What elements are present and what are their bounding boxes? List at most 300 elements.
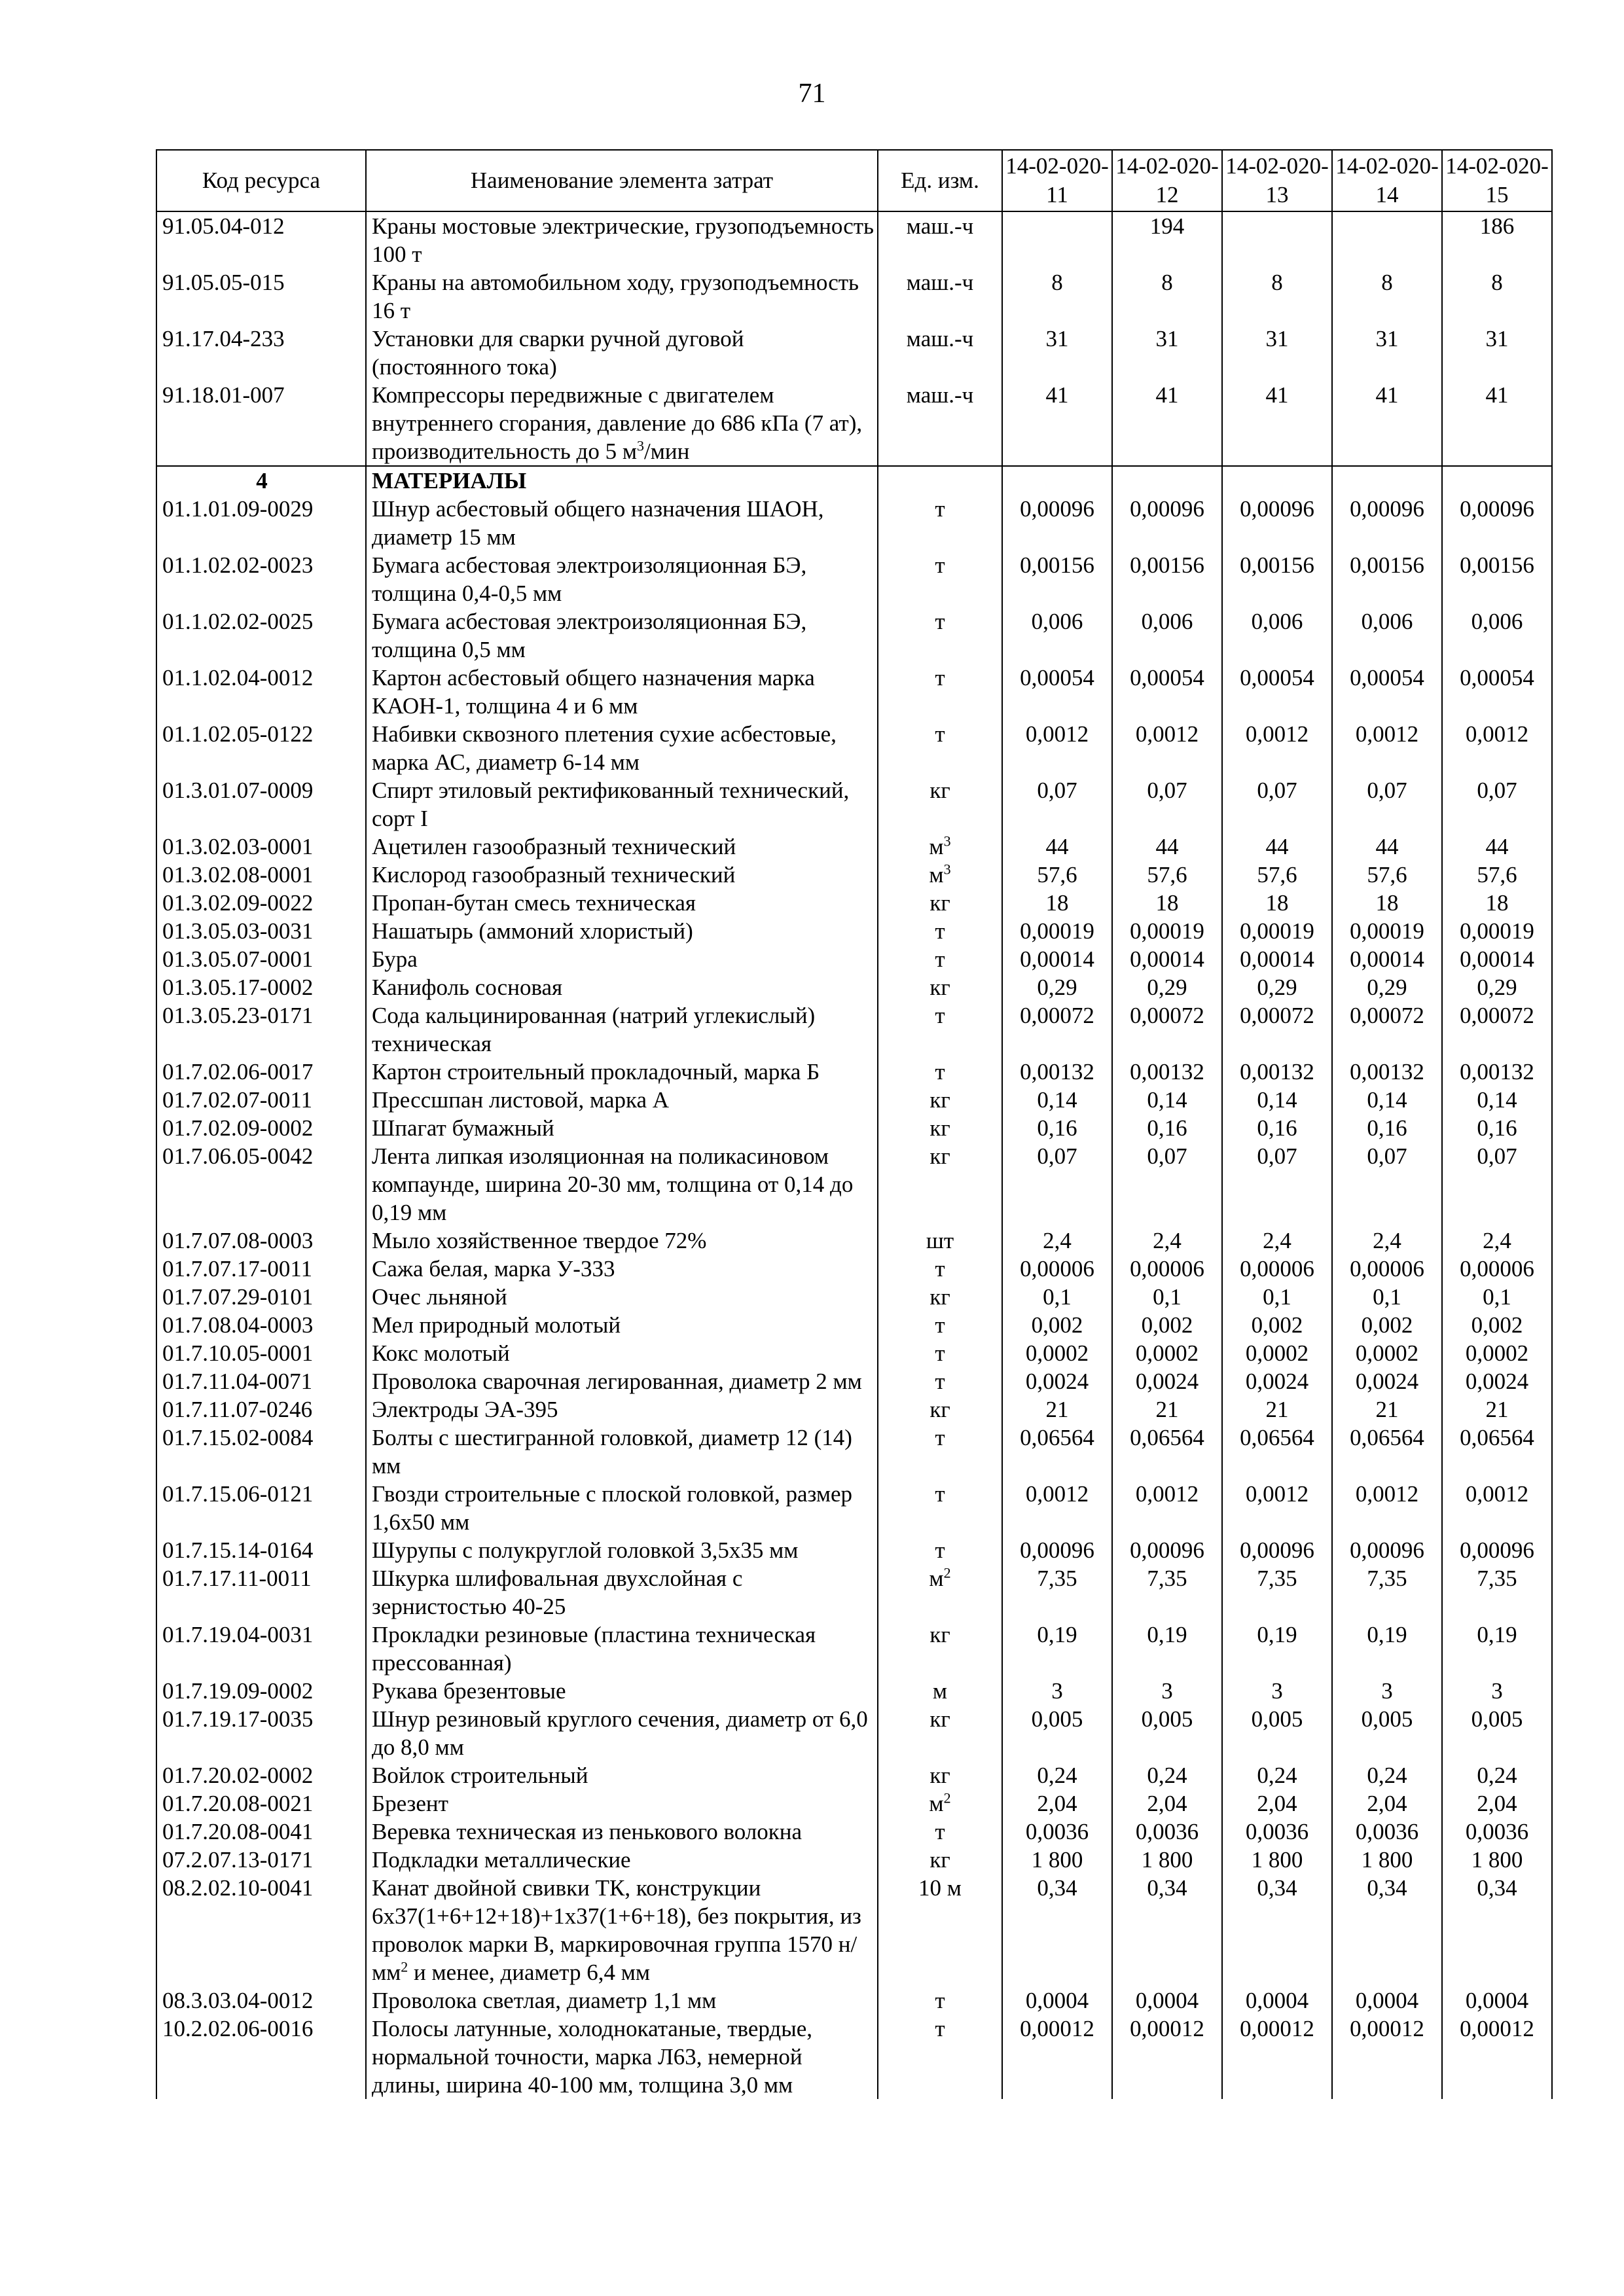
header-col-4: 14-02-020-14 xyxy=(1332,150,1442,211)
value-col-3: 0,0002 xyxy=(1222,1339,1332,1367)
value-col-5: 0,00054 xyxy=(1442,664,1552,720)
value-col-3: 7,35 xyxy=(1222,1564,1332,1621)
value-col-5: 0,34 xyxy=(1442,1874,1552,1986)
section-title: МАТЕРИАЛЫ xyxy=(366,466,878,495)
value-col-4: 8 xyxy=(1332,268,1442,325)
value-col-1: 0,00156 xyxy=(1002,551,1112,607)
resource-code: 01.7.19.17-0035 xyxy=(156,1705,366,1761)
value-col-3: 0,19 xyxy=(1222,1621,1332,1677)
value-col-2: 2,4 xyxy=(1112,1227,1222,1255)
resource-code: 07.2.07.13-0171 xyxy=(156,1846,366,1874)
resource-name: Бумага асбестовая электроизоляционная БЭ, толщина 0,5 мм xyxy=(366,607,878,664)
resource-name: Картон асбестовый общего назначения марка КАОН-1, толщина 4 и 6 мм xyxy=(366,664,878,720)
value-col-1: 0,0004 xyxy=(1002,1986,1112,2015)
value-col-4: 0,00156 xyxy=(1332,551,1442,607)
value-col-3: 0,00006 xyxy=(1222,1255,1332,1283)
value-col-3: 0,0012 xyxy=(1222,1480,1332,1536)
resource-name: Брезент xyxy=(366,1789,878,1818)
value-col-5: 41 xyxy=(1442,381,1552,466)
value-col-2: 3 xyxy=(1112,1677,1222,1705)
value-col-5: 2,4 xyxy=(1442,1227,1552,1255)
resource-unit: т xyxy=(878,607,1002,664)
material-row xyxy=(156,833,1552,861)
material-row xyxy=(156,889,1552,917)
value-col-4: 41 xyxy=(1332,381,1442,466)
header-col-5: 14-02-020-15 xyxy=(1442,150,1552,211)
value-col-1: 31 xyxy=(1002,325,1112,381)
value-col-2: 18 xyxy=(1112,889,1222,917)
resource-unit: т xyxy=(878,720,1002,776)
value-col-4: 0,00019 xyxy=(1332,917,1442,945)
value-col-5: 0,29 xyxy=(1442,973,1552,1001)
value-col-3: 0,24 xyxy=(1222,1761,1332,1789)
value-col-3: 2,04 xyxy=(1222,1789,1332,1818)
value-col-5: 0,00072 xyxy=(1442,1001,1552,1058)
value-col-5: 57,6 xyxy=(1442,861,1552,889)
material-row xyxy=(156,1367,1552,1395)
value-col-1: 0,07 xyxy=(1002,776,1112,833)
value-col-5: 18 xyxy=(1442,889,1552,917)
value-col-3: 0,34 xyxy=(1222,1874,1332,1986)
material-row xyxy=(156,1789,1552,1818)
value-col-5: 0,14 xyxy=(1442,1086,1552,1114)
resource-unit: т xyxy=(878,1424,1002,1480)
value-col-1: 0,0012 xyxy=(1002,1480,1112,1536)
resource-unit: т xyxy=(878,495,1002,551)
value-col-2: 0,34 xyxy=(1112,1874,1222,1986)
value-col-3: 0,00096 xyxy=(1222,495,1332,551)
value-col-3: 44 xyxy=(1222,833,1332,861)
value-col-3: 0,00156 xyxy=(1222,551,1332,607)
machine-row xyxy=(156,268,1552,325)
material-row xyxy=(156,1227,1552,1255)
resource-code: 01.7.08.04-0003 xyxy=(156,1311,366,1339)
resource-unit: кг xyxy=(878,1114,1002,1142)
value-col-1: 21 xyxy=(1002,1395,1112,1424)
value-col-2: 0,00006 xyxy=(1112,1255,1222,1283)
resource-name: Проволока сварочная легированная, диаметр 2 мм xyxy=(366,1367,878,1395)
resource-code: 01.7.07.08-0003 xyxy=(156,1227,366,1255)
value-col-1: 2,04 xyxy=(1002,1789,1112,1818)
page-number: 71 xyxy=(798,79,826,109)
machines-section xyxy=(156,211,1552,466)
value-col-3: 1 800 xyxy=(1222,1846,1332,1874)
material-row xyxy=(156,1142,1552,1227)
resource-name: Кокс молотый xyxy=(366,1339,878,1367)
materials-heading xyxy=(156,466,1552,495)
machine-row xyxy=(156,381,1552,466)
resource-name: Бумага асбестовая электроизоляционная БЭ, толщина 0,4-0,5 мм xyxy=(366,551,878,607)
resource-name: Болты с шестигранной головкой, диаметр 12 (14) мм xyxy=(366,1424,878,1480)
material-row xyxy=(156,664,1552,720)
resource-unit: кг xyxy=(878,1395,1002,1424)
value-col-5: 0,06564 xyxy=(1442,1424,1552,1480)
resource-unit: кг xyxy=(878,1086,1002,1114)
value-col-1: 18 xyxy=(1002,889,1112,917)
resource-name: Компрессоры передвижные с двигателем внутреннего сгорания, давление до 686 кПа (7 ат), производительность до 5 $м^3$/мин xyxy=(366,381,878,466)
value-col-5: 0,00096 xyxy=(1442,1536,1552,1564)
resource-name: Полосы латунные, холоднокатаные, твердые, нормальной точности, марка Л63, немерной длины, ширина 40-100 мм, толщина 3,0 мм xyxy=(366,2015,878,2099)
material-row xyxy=(156,1480,1552,1536)
resource-code: 01.1.01.09-0029 xyxy=(156,495,366,551)
value-col-5: 0,00019 xyxy=(1442,917,1552,945)
value-col-1: 0,00054 xyxy=(1002,664,1112,720)
value-col-1: 2,4 xyxy=(1002,1227,1112,1255)
resource-unit: маш.-ч xyxy=(878,325,1002,381)
value-col-2: 0,006 xyxy=(1112,607,1222,664)
value-col-5: 31 xyxy=(1442,325,1552,381)
value-col-2: 0,005 xyxy=(1112,1705,1222,1761)
resource-name: Подкладки металлические xyxy=(366,1846,878,1874)
value-col-2: 0,19 xyxy=(1112,1621,1222,1677)
resource-code: 08.3.03.04-0012 xyxy=(156,1986,366,2015)
value-col-4: 2,4 xyxy=(1332,1227,1442,1255)
resource-unit: 10 м xyxy=(878,1874,1002,1986)
value-col-5: 0,16 xyxy=(1442,1114,1552,1142)
value-col-3: 0,00014 xyxy=(1222,945,1332,973)
value-col-2: 0,07 xyxy=(1112,776,1222,833)
value-col-1: 0,19 xyxy=(1002,1621,1112,1677)
header-col-2: 14-02-020-12 xyxy=(1112,150,1222,211)
value-col-1: 44 xyxy=(1002,833,1112,861)
value-col-4: 1 800 xyxy=(1332,1846,1442,1874)
value-col-4: 0,00054 xyxy=(1332,664,1442,720)
value-col-3: 0,0036 xyxy=(1222,1818,1332,1846)
value-col-1: 0,1 xyxy=(1002,1283,1112,1311)
material-row xyxy=(156,945,1552,973)
value-col-5: 0,0036 xyxy=(1442,1818,1552,1846)
value-col-1: 0,00132 xyxy=(1002,1058,1112,1086)
value-col-5: 0,24 xyxy=(1442,1761,1552,1789)
value-col-2: 8 xyxy=(1112,268,1222,325)
value-col-1: 0,0036 xyxy=(1002,1818,1112,1846)
resource-unit: т xyxy=(878,1818,1002,1846)
value-col-2: 7,35 xyxy=(1112,1564,1222,1621)
value-col-4: 31 xyxy=(1332,325,1442,381)
resource-name: Краны мостовые электрические, грузоподъемность 100 т xyxy=(366,211,878,268)
resource-name: Шкурка шлифовальная двухслойная с зернистостью 40-25 xyxy=(366,1564,878,1621)
resource-unit: т xyxy=(878,2015,1002,2099)
header-col-1: 14-02-020-11 xyxy=(1002,150,1112,211)
material-row xyxy=(156,1846,1552,1874)
value-col-5: 44 xyxy=(1442,833,1552,861)
resource-code: 01.7.15.14-0164 xyxy=(156,1536,366,1564)
value-col-1: 3 xyxy=(1002,1677,1112,1705)
machine-row xyxy=(156,211,1552,268)
value-col-5: 7,35 xyxy=(1442,1564,1552,1621)
resource-code: 01.3.02.08-0001 xyxy=(156,861,366,889)
resource-code: 01.1.02.02-0023 xyxy=(156,551,366,607)
value-col-2: 0,00019 xyxy=(1112,917,1222,945)
resource-unit: т xyxy=(878,1001,1002,1058)
value-col-4: 0,00006 xyxy=(1332,1255,1442,1283)
material-row xyxy=(156,973,1552,1001)
value-col-5: 2,04 xyxy=(1442,1789,1552,1818)
material-row xyxy=(156,1761,1552,1789)
value-col-2: 0,0012 xyxy=(1112,720,1222,776)
material-row xyxy=(156,1564,1552,1621)
value-col-2: 0,1 xyxy=(1112,1283,1222,1311)
value-col-3: 0,0024 xyxy=(1222,1367,1332,1395)
resource-name: Очес льняной xyxy=(366,1283,878,1311)
resource-code: 01.1.02.04-0012 xyxy=(156,664,366,720)
resource-unit: $м^3$ xyxy=(878,833,1002,861)
value-col-2: 0,0004 xyxy=(1112,1986,1222,2015)
value-col-4: 0,0012 xyxy=(1332,720,1442,776)
resource-unit: кг xyxy=(878,1846,1002,1874)
section-row xyxy=(156,466,1552,495)
value-col-3: 0,006 xyxy=(1222,607,1332,664)
value-col-3: 0,00019 xyxy=(1222,917,1332,945)
value-col-5: 0,0004 xyxy=(1442,1986,1552,2015)
value-col-1: 0,00014 xyxy=(1002,945,1112,973)
resource-code: 01.3.05.17-0002 xyxy=(156,973,366,1001)
material-row xyxy=(156,1086,1552,1114)
value-col-5: 0,00006 xyxy=(1442,1255,1552,1283)
resource-unit: кг xyxy=(878,1705,1002,1761)
value-col-4: 44 xyxy=(1332,833,1442,861)
value-col-3: 21 xyxy=(1222,1395,1332,1424)
value-col-4: 0,29 xyxy=(1332,973,1442,1001)
resource-code: 01.7.06.05-0042 xyxy=(156,1142,366,1227)
header-code: Код ресурса xyxy=(156,150,366,211)
value-col-4: 57,6 xyxy=(1332,861,1442,889)
value-col-3: 0,0004 xyxy=(1222,1986,1332,2015)
value-col-3: 0,00132 xyxy=(1222,1058,1332,1086)
value-col-1: 0,34 xyxy=(1002,1874,1112,1986)
value-col-2: 0,14 xyxy=(1112,1086,1222,1114)
material-row xyxy=(156,917,1552,945)
resource-code: 01.3.01.07-0009 xyxy=(156,776,366,833)
resource-name: Ацетилен газообразный технический xyxy=(366,833,878,861)
resource-unit: т xyxy=(878,945,1002,973)
value-col-4: 0,0036 xyxy=(1332,1818,1442,1846)
resource-unit: $м^3$ xyxy=(878,861,1002,889)
value-col-5: 0,07 xyxy=(1442,1142,1552,1227)
resource-code: 91.05.05-015 xyxy=(156,268,366,325)
value-col-4: 18 xyxy=(1332,889,1442,917)
value-col-1: 41 xyxy=(1002,381,1112,466)
resource-unit: т xyxy=(878,1311,1002,1339)
resource-code: 01.7.07.17-0011 xyxy=(156,1255,366,1283)
resource-code: 01.7.07.29-0101 xyxy=(156,1283,366,1311)
value-col-1: 0,006 xyxy=(1002,607,1112,664)
resource-code: 01.7.10.05-0001 xyxy=(156,1339,366,1367)
value-col-2: 0,00132 xyxy=(1112,1058,1222,1086)
material-row xyxy=(156,1255,1552,1283)
resource-name: Сода кальцинированная (натрий углекислый) техническая xyxy=(366,1001,878,1058)
value-col-2: 0,00054 xyxy=(1112,664,1222,720)
value-col-5: 8 xyxy=(1442,268,1552,325)
resource-name: Прессшпан листовой, марка А xyxy=(366,1086,878,1114)
section-number: 4 xyxy=(156,466,366,495)
resource-code: 01.3.02.03-0001 xyxy=(156,833,366,861)
resource-name: Нашатырь (аммоний хлористый) xyxy=(366,917,878,945)
resource-name: Канат двойной свивки ТК, конструкции 6x37(1+6+12+18)+1x37(1+6+18), без покрытия, из проволок марки В, маркировочная группа 1570 $н/мм^2$ и менее, диаметр 6,4 мм xyxy=(366,1874,878,1986)
value-col-2: 0,00012 xyxy=(1112,2015,1222,2099)
value-col-4: 3 xyxy=(1332,1677,1442,1705)
resource-code: 01.1.02.02-0025 xyxy=(156,607,366,664)
value-col-4 xyxy=(1332,211,1442,268)
resource-name: Канифоль сосновая xyxy=(366,973,878,1001)
material-row xyxy=(156,720,1552,776)
resource-code: 01.7.11.07-0246 xyxy=(156,1395,366,1424)
value-col-1: 0,0002 xyxy=(1002,1339,1112,1367)
resource-name: Шпагат бумажный xyxy=(366,1114,878,1142)
resource-code: 01.3.05.03-0031 xyxy=(156,917,366,945)
resource-name: Сажа белая, марка У-333 xyxy=(366,1255,878,1283)
resource-unit: маш.-ч xyxy=(878,381,1002,466)
value-col-2: 0,0002 xyxy=(1112,1339,1222,1367)
value-col-4: 0,14 xyxy=(1332,1086,1442,1114)
value-col-2: 0,24 xyxy=(1112,1761,1222,1789)
resource-name: Набивки сквозного плетения сухие асбестовые, марка АС, диаметр 6-14 мм xyxy=(366,720,878,776)
material-row xyxy=(156,551,1552,607)
value-col-2: 57,6 xyxy=(1112,861,1222,889)
resource-unit: т xyxy=(878,1536,1002,1564)
machine-row xyxy=(156,325,1552,381)
resource-code: 01.7.17.11-0011 xyxy=(156,1564,366,1621)
resource-code: 91.05.04-012 xyxy=(156,211,366,268)
value-col-1: 0,00019 xyxy=(1002,917,1112,945)
value-col-4: 0,0002 xyxy=(1332,1339,1442,1367)
value-col-1: 0,00006 xyxy=(1002,1255,1112,1283)
materials-section xyxy=(156,495,1552,2099)
resource-name: Проволока светлая, диаметр 1,1 мм xyxy=(366,1986,878,2015)
value-col-1: 57,6 xyxy=(1002,861,1112,889)
value-col-3: 0,29 xyxy=(1222,973,1332,1001)
material-row xyxy=(156,1114,1552,1142)
value-col-4: 0,006 xyxy=(1332,607,1442,664)
header-unit: Ед. изм. xyxy=(878,150,1002,211)
value-col-2: 31 xyxy=(1112,325,1222,381)
resource-code: 01.3.05.07-0001 xyxy=(156,945,366,973)
resource-name: Пропан-бутан смесь техническая xyxy=(366,889,878,917)
value-col-4: 0,0004 xyxy=(1332,1986,1442,2015)
value-col-5: 0,002 xyxy=(1442,1311,1552,1339)
material-row xyxy=(156,1283,1552,1311)
material-row xyxy=(156,1339,1552,1367)
material-row xyxy=(156,1818,1552,1846)
value-col-2: 0,0012 xyxy=(1112,1480,1222,1536)
resource-name: Мыло хозяйственное твердое 72% xyxy=(366,1227,878,1255)
value-col-1: 0,07 xyxy=(1002,1142,1112,1227)
value-col-2: 1 800 xyxy=(1112,1846,1222,1874)
material-row xyxy=(156,1311,1552,1339)
resource-unit: кг xyxy=(878,1621,1002,1677)
value-col-5: 0,0002 xyxy=(1442,1339,1552,1367)
resource-name: Гвозди строительные с плоской головкой, размер 1,6x50 мм xyxy=(366,1480,878,1536)
resource-code: 91.18.01-007 xyxy=(156,381,366,466)
value-col-2: 21 xyxy=(1112,1395,1222,1424)
resource-unit: кг xyxy=(878,1761,1002,1789)
resource-unit: т xyxy=(878,1480,1002,1536)
value-col-5: 0,00156 xyxy=(1442,551,1552,607)
header-name: Наименование элемента затрат xyxy=(366,150,878,211)
value-col-2: 41 xyxy=(1112,381,1222,466)
value-col-3: 0,07 xyxy=(1222,1142,1332,1227)
resource-code: 01.7.15.02-0084 xyxy=(156,1424,366,1480)
resource-name: Картон строительный прокладочный, марка Б xyxy=(366,1058,878,1086)
material-row xyxy=(156,1001,1552,1058)
resource-unit: кг xyxy=(878,973,1002,1001)
value-col-1: 0,002 xyxy=(1002,1311,1112,1339)
resource-unit: т xyxy=(878,1986,1002,2015)
resource-unit: маш.-ч xyxy=(878,268,1002,325)
value-col-1: 0,0024 xyxy=(1002,1367,1112,1395)
resource-name: Установки для сварки ручной дуговой (постоянного тока) xyxy=(366,325,878,381)
header-col-3: 14-02-020-13 xyxy=(1222,150,1332,211)
resource-name: Электроды ЭА-395 xyxy=(366,1395,878,1424)
material-row xyxy=(156,1424,1552,1480)
value-col-5: 0,0012 xyxy=(1442,1480,1552,1536)
value-col-4: 0,00014 xyxy=(1332,945,1442,973)
resource-name: Шнур асбестовый общего назначения ШАОН, диаметр 15 мм xyxy=(366,495,878,551)
value-col-2: 0,00096 xyxy=(1112,1536,1222,1564)
value-col-5: 0,00096 xyxy=(1442,495,1552,551)
value-col-4: 21 xyxy=(1332,1395,1442,1424)
value-col-1: 0,16 xyxy=(1002,1114,1112,1142)
value-col-1: 0,24 xyxy=(1002,1761,1112,1789)
value-col-1: 7,35 xyxy=(1002,1564,1112,1621)
resource-unit: т xyxy=(878,1339,1002,1367)
value-col-3 xyxy=(1222,211,1332,268)
resource-code: 08.2.02.10-0041 xyxy=(156,1874,366,1986)
value-col-4: 0,06564 xyxy=(1332,1424,1442,1480)
value-col-2: 0,00072 xyxy=(1112,1001,1222,1058)
resource-name: Рукава брезентовые xyxy=(366,1677,878,1705)
value-col-5: 1 800 xyxy=(1442,1846,1552,1874)
value-col-4: 0,002 xyxy=(1332,1311,1442,1339)
resource-name: Спирт этиловый ректификованный технический, сорт I xyxy=(366,776,878,833)
value-col-1: 0,29 xyxy=(1002,973,1112,1001)
value-col-3: 57,6 xyxy=(1222,861,1332,889)
value-col-4: 0,24 xyxy=(1332,1761,1442,1789)
value-col-2: 0,07 xyxy=(1112,1142,1222,1227)
resource-code: 10.2.02.06-0016 xyxy=(156,2015,366,2099)
resource-unit: т xyxy=(878,551,1002,607)
table-header xyxy=(156,150,1552,211)
resource-name: Шнур резиновый круглого сечения, диаметр от 6,0 до 8,0 мм xyxy=(366,1705,878,1761)
material-row xyxy=(156,1705,1552,1761)
value-col-5: 0,19 xyxy=(1442,1621,1552,1677)
resource-unit: маш.-ч xyxy=(878,211,1002,268)
value-col-5: 0,00012 xyxy=(1442,2015,1552,2099)
value-col-2: 2,04 xyxy=(1112,1789,1222,1818)
value-col-3: 0,14 xyxy=(1222,1086,1332,1114)
value-col-2: 0,00156 xyxy=(1112,551,1222,607)
value-col-3: 18 xyxy=(1222,889,1332,917)
value-col-4: 0,00072 xyxy=(1332,1001,1442,1058)
resource-name: Мел природный молотый xyxy=(366,1311,878,1339)
material-row xyxy=(156,1621,1552,1677)
resource-code: 01.7.15.06-0121 xyxy=(156,1480,366,1536)
material-row xyxy=(156,861,1552,889)
value-col-1: 0,14 xyxy=(1002,1086,1112,1114)
resource-code: 01.7.02.09-0002 xyxy=(156,1114,366,1142)
material-row xyxy=(156,1677,1552,1705)
value-col-5: 0,005 xyxy=(1442,1705,1552,1761)
resource-code: 01.7.19.09-0002 xyxy=(156,1677,366,1705)
value-col-5: 3 xyxy=(1442,1677,1552,1705)
resource-code: 01.7.20.08-0041 xyxy=(156,1818,366,1846)
value-col-1: 1 800 xyxy=(1002,1846,1112,1874)
resource-name: Веревка техническая из пенькового волокна xyxy=(366,1818,878,1846)
value-col-3: 0,00054 xyxy=(1222,664,1332,720)
value-col-3: 31 xyxy=(1222,325,1332,381)
resource-name: Войлок строительный xyxy=(366,1761,878,1789)
value-col-3: 0,002 xyxy=(1222,1311,1332,1339)
